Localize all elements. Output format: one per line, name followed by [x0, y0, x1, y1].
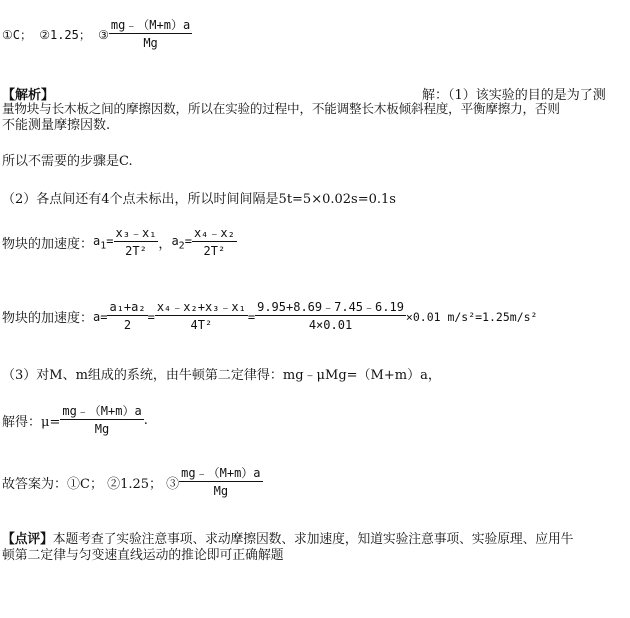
part2-avg-row: 物块的加速度： a= $\frac{\text{a₁+a₂}}{2}$ = $\frac{\text{x₄﹣x₂+x₃﹣x₁}}{\text{4T²}}$ = $\frac{9.95+8.69﹣7.45﹣6.19}{4\times 0.01}$ ×0.01 m/s²=1.25m/s²	[2, 300, 538, 332]
analysis-line-2: 量物块与长木板之间的摩擦因数，所以在实验的过程中，不能调整长木板倾斜程度，平衡摩擦力，否则	[2, 101, 560, 116]
fraction-numerator: x₄﹣x₂	[193, 226, 235, 240]
analysis-line-3: 不能测量摩擦因数.	[2, 118, 111, 133]
fraction-denominator: 2	[123, 318, 132, 332]
fraction-numerator: x₃﹣x₁	[115, 226, 157, 240]
answer-top-prefix: ①C； ②1.25； ③	[2, 28, 109, 42]
part3-law: （3）对M、m组成的系统，由牛顿第二定律得：mg﹣μMg=（M+m）a，	[2, 368, 441, 383]
comment-text-1: 本题考查了实验注意事项、求动摩擦因数、求加速度，知道实验注意事项、实验原理、应用牛	[52, 532, 574, 547]
comment-label: 【点评】	[2, 532, 53, 547]
part3-solve-row	[2, 404, 148, 437]
fraction-denominator: Mg	[143, 36, 158, 50]
fraction-numerator: x₄﹣x₂+x₃﹣x₁	[156, 300, 246, 314]
analysis-conclusion: 所以不需要的步骤是C.	[2, 154, 133, 169]
fraction-numerator: mg﹣（M+m）a	[181, 466, 261, 480]
a2-lhs: $a_2=$	[171, 233, 192, 252]
answer-top	[2, 18, 192, 51]
part2-acc-row	[2, 226, 237, 259]
fraction-numerator: a₁+a₂	[109, 300, 146, 314]
separator: ，	[158, 237, 172, 252]
period: .	[143, 413, 148, 428]
part3-solve-label: 解得：μ=	[2, 415, 61, 430]
avg-lhs: a=	[93, 309, 108, 324]
fraction-denominator: 4T²	[190, 318, 213, 332]
fraction-numerator: mg﹣（M+m）a	[62, 404, 142, 418]
comment-line-2: 顿第二定律与匀变速直线运动的推论即可正确解题	[2, 548, 284, 563]
fraction-numerator: mg﹣（M+m）a	[110, 18, 191, 32]
part2-avg-label: 物块的加速度：	[2, 311, 94, 326]
answer-top-fraction	[109, 18, 192, 51]
fraction-denominator: 4×0.01	[308, 318, 353, 332]
part2-acc-label: 物块的加速度：	[2, 237, 94, 252]
fraction-denominator: 2T²	[203, 244, 226, 258]
a1-lhs: $a_1=$	[93, 233, 114, 252]
final-fraction	[179, 466, 262, 499]
analysis-intro: 解：（1）该实验的目的是为了测	[422, 88, 606, 103]
avg-result: ×0.01 m/s²=1.25m/s²	[405, 309, 538, 324]
fraction-denominator: 2T²	[125, 244, 147, 258]
mu-fraction	[60, 404, 143, 437]
avg-fraction-2	[155, 300, 248, 333]
fraction-denominator: Mg	[94, 422, 110, 436]
avg-fraction-1	[107, 300, 147, 333]
part2-interval: （2）各点间还有4个点未标出，所以时间间隔是5t=5×0.02s=0.1s	[2, 192, 396, 207]
final-answer-prefix: 故答案为：①C； ②1.25； ③	[2, 477, 180, 492]
analysis-label: 【解析】	[2, 88, 55, 103]
a1-fraction	[114, 226, 159, 259]
fraction-numerator: 9.95+8.69﹣7.45﹣6.19	[257, 300, 404, 314]
fraction-denominator: Mg	[213, 484, 229, 498]
avg-fraction-3	[255, 300, 406, 333]
final-answer	[2, 466, 263, 499]
a2-fraction	[192, 226, 237, 259]
